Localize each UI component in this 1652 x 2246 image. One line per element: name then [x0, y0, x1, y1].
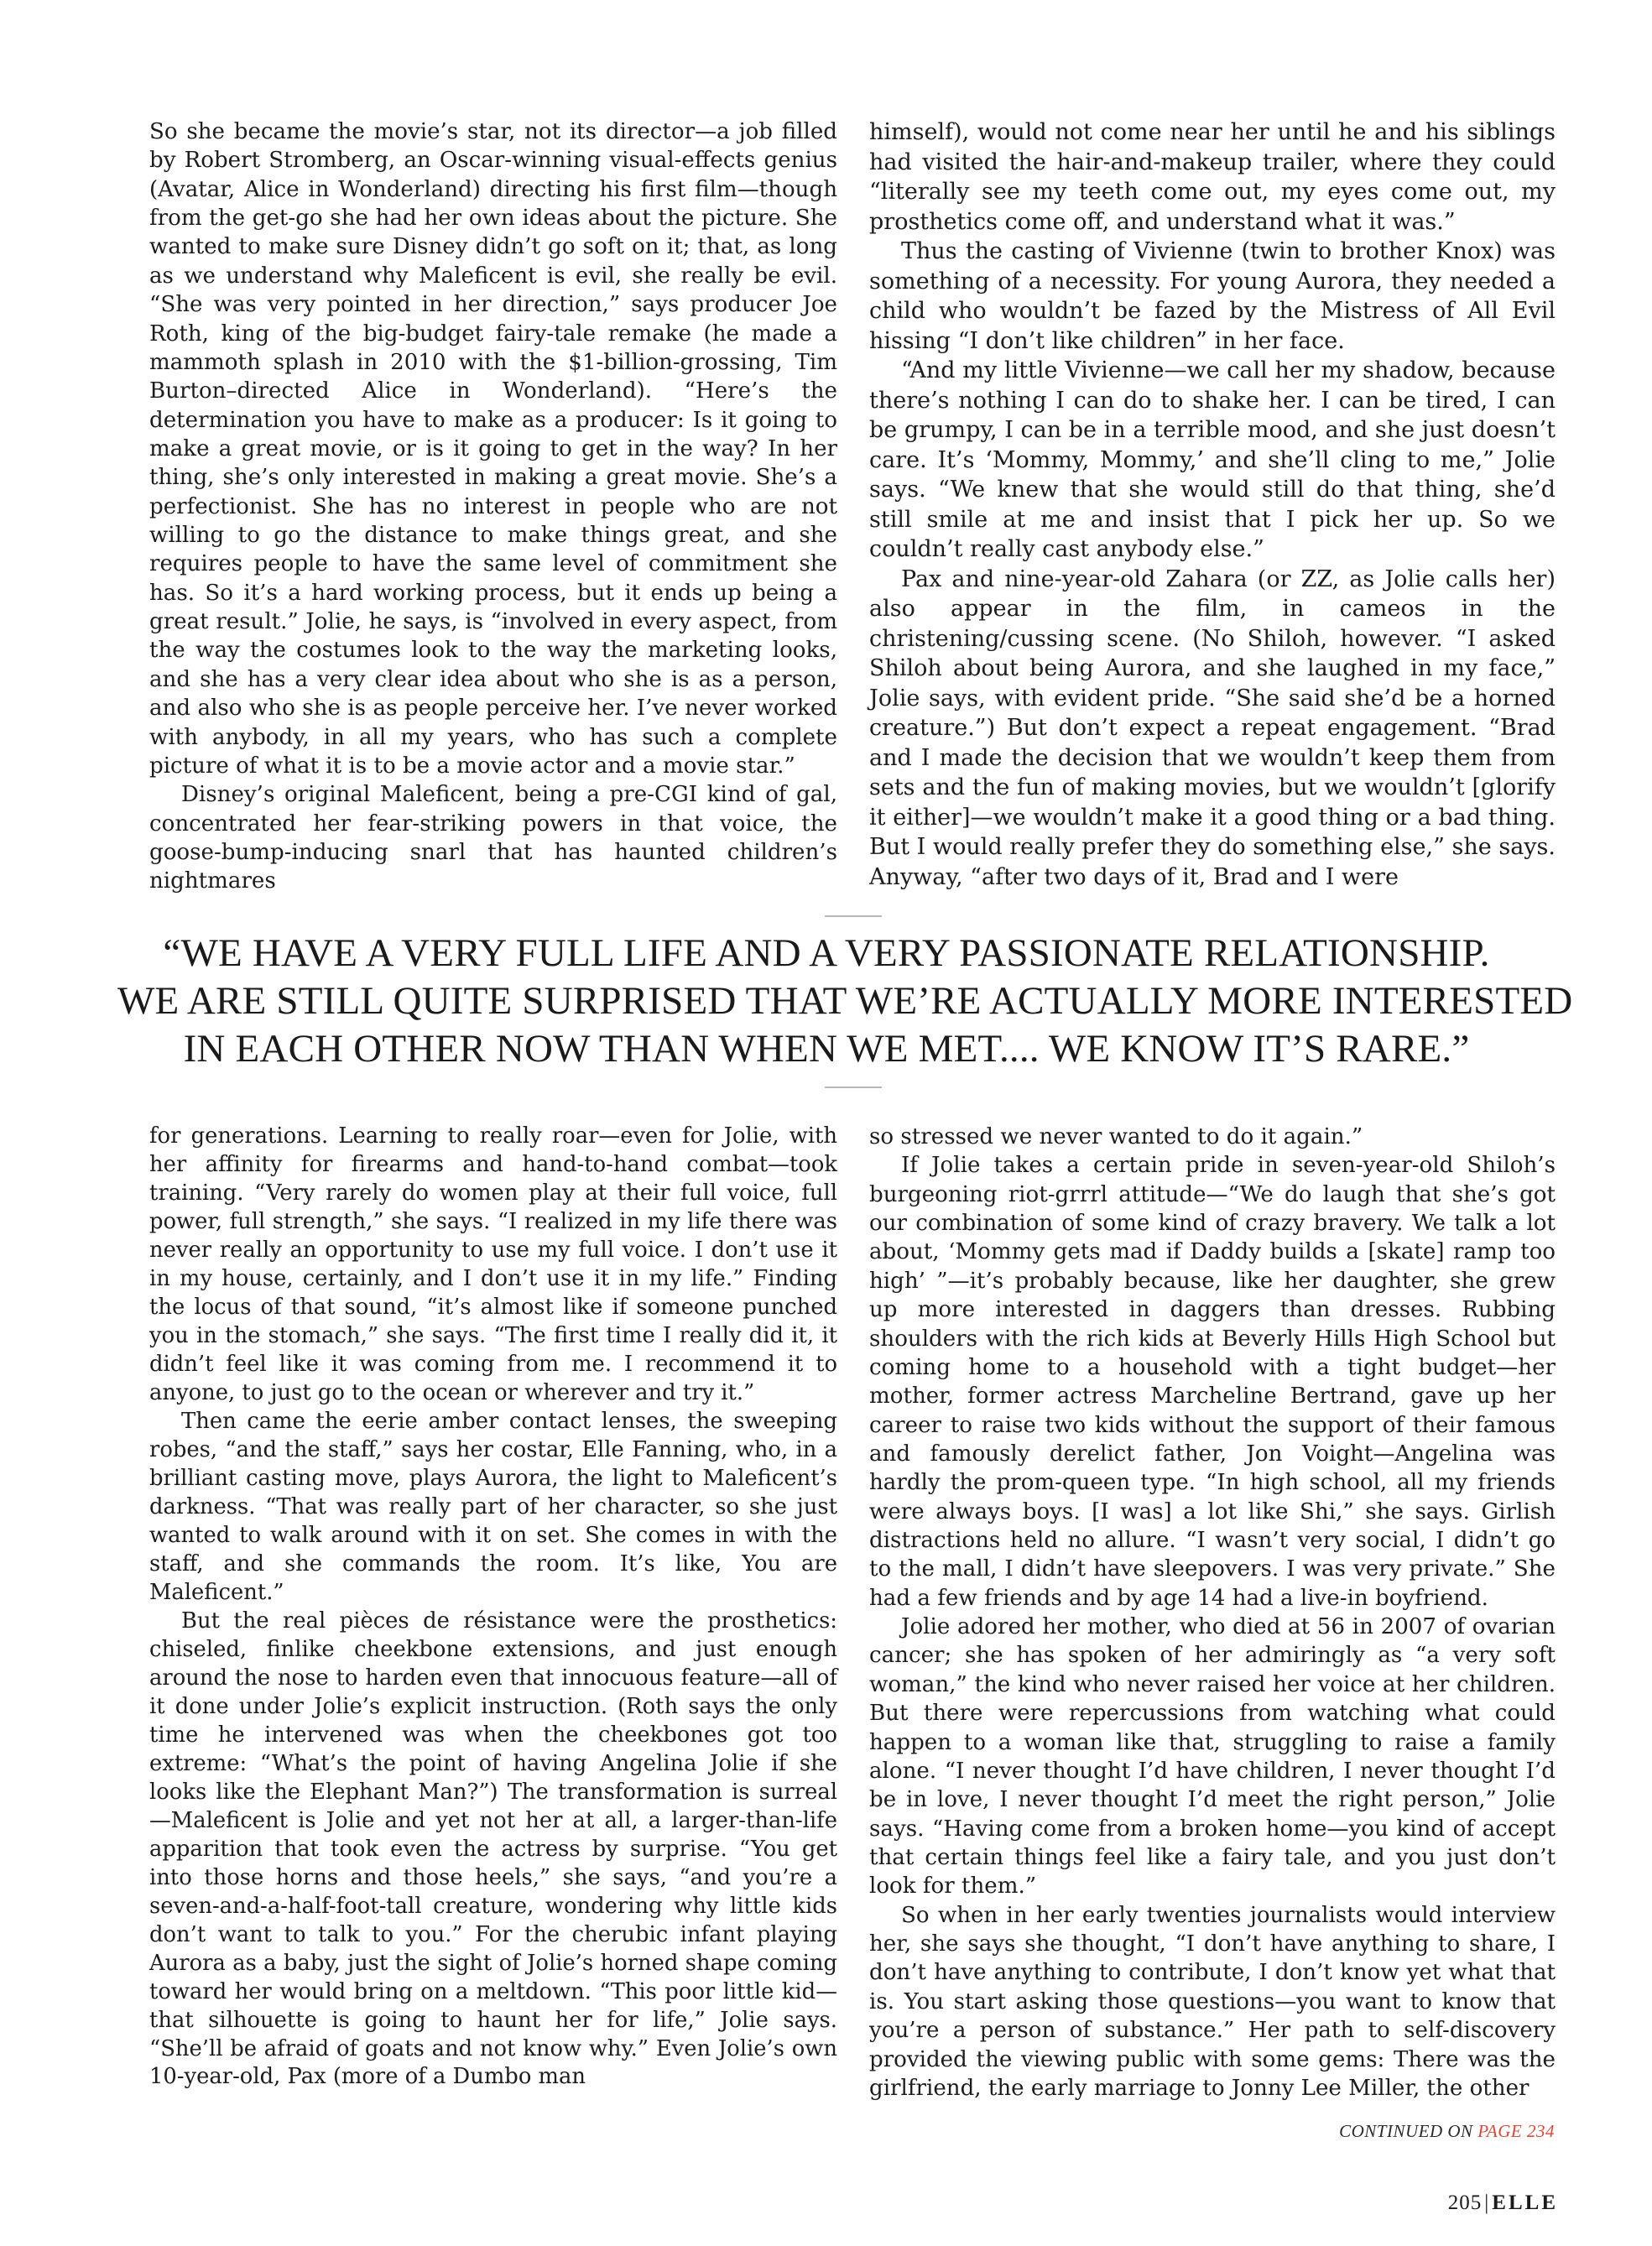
article-column-top-right: [869, 117, 1556, 906]
pull-quote-line: IN EACH OTHER NOW THAN WHEN WE MET.... WE KNOW IT’S RARE.”: [183, 1027, 1470, 1071]
pullquote-rule-bottom: [825, 1087, 882, 1088]
page-folio: [1448, 2191, 1558, 2215]
magazine-brand: ELLE: [1492, 2191, 1558, 2214]
pull-quote-line: WE ARE STILL QUITE SURPRISED THAT WE’RE ACTUALLY MORE INTERESTED: [117, 979, 1573, 1023]
pull-quote-line: “WE HAVE A VERY FULL LIFE AND A VERY PASSIONATE RELATIONSHIP.: [163, 931, 1490, 975]
pullquote-rule-top: [825, 915, 882, 917]
paragraph: Then came the eerie amber contact lenses, the sweeping robes, “and the staff,” says her costar, Elle Fanning, who, in a brilliant casting move, plays Aurora, the light to Maleficent’s darkness. “That was really part of her character, so she just wanted to walk around with it on set. She comes in with the staff, and she commands the room. It’s like, You are Maleficent.”: [149, 1408, 837, 1605]
continued-label: CONTINUED ON: [1339, 2121, 1473, 2141]
folio-separator: |: [1484, 2191, 1490, 2214]
paragraph: Thus the casting of Vivienne (twin to brother Knox) was something of a necessity. For young Aurora, they needed a child who wouldn’t be fazed by the Mistress of All Evil hissing “I don’t like children” in her face.: [869, 238, 1556, 354]
article-column-top-left: [149, 117, 837, 906]
paragraph: “And my little Vivienne—we call her my shadow, because there’s nothing I can do to shake her. I can be tired, I can be grumpy, I can be in a terrible mood, and she just doesn’t care. It’s ‘Mommy, Mommy,’ and she’ll cling to me,” Jolie says. “We knew that she would still do that thing, she’d still smile at me and insist that I pick her up. So we couldn’t really cast anybody else.”: [869, 357, 1556, 562]
article-column-bottom-right: [869, 1123, 1556, 2121]
paragraph: so stressed we never wanted to do it again.”: [869, 1124, 1363, 1149]
continued-page: PAGE 234: [1477, 2121, 1555, 2141]
continued-on-link[interactable]: [1339, 2121, 1555, 2142]
page-number: 205: [1447, 2191, 1483, 2214]
article-column-bottom-left: [149, 1123, 837, 2121]
paragraph: himself), would not come near her until he and his siblings had visited the hair-and-makeup trailer, where they could “literally see my teeth come out, my eyes come out, my prosthetics come off, and understand what it was.”: [869, 119, 1556, 235]
pull-quote: [117, 930, 1573, 1073]
paragraph: So when in her early twenties journalists would interview her, she says she thought, “I don’t have anything to share, I don’t have anything to contribute, I don’t know yet what that is. You start asking those questions—you want to know that you’re a person of substance.” Her path to self-discovery provided the viewing public with some gems: There was the girlfriend, the early marriage to Jonny Lee Miller, the other: [869, 1902, 1556, 2101]
paragraph: But the real pièces de résistance were the prosthetics: chiseled, finlike cheekbone extensions, and just enough around the nose to harden even that innocuous feature—all of it done under Jolie’s explicit instruction. (Roth says the only time he intervened was when the cheekbones got too extreme: “What’s the point of having Angelina Jolie if she looks like the Elephant Man?”) The transformation is surreal—Maleficent is Jolie and yet not her at all, a larger-than-life apparition that took even the actress by surprise. “You get into those horns and those heels,” she says, “and you’re a seven-and-a-half-foot-tall creature, wondering why little kids don’t want to talk to you.” For the cherubic infant playing Aurora as a baby, just the sight of Jolie’s horned shape coming toward her would bring on a meltdown. “This poor little kid—that silhouette is going to haunt her for life,” Jolie says. “She’ll be afraid of goats and not know why.” Even Jolie’s own 10-year-old, Pax (more of a Dumbo man: [149, 1608, 837, 2090]
paragraph: Jolie adored her mother, who died at 56 in 2007 of ovarian cancer; she has spoken of her admiringly as “a very soft woman,” the kind who never raised her voice at her children. But there were repercussions from watching what could happen to a woman like that, struggling to raise a family alone. “I never thought I’d have children, I never thought I’d be in love, I never thought I’d meet the right person,” Jolie says. “Having come from a broken home—you kind of accept that certain things feel like a fairy tale, and you just don’t look for them.”: [869, 1614, 1556, 1899]
paragraph: Pax and nine-year-old Zahara (or ZZ, as Jolie calls her) also appear in the film, in cameos in the christening/cussing scene. (No Shiloh, however. “I asked Shiloh about being Aurora, and she laughed in my face,” Jolie says, with evident pride. “She said she’d be a horned creature.”) But don’t expect a repeat engagement. “Brad and I made the decision that we wouldn’t keep them from sets and the fun of making movies, but we wouldn’t [glorify it either]—we wouldn’t make it a good thing or a bad thing. But I would really prefer they do something else,” she says. Anyway, “after two days of it, Brad and I were: [869, 565, 1556, 890]
paragraph: So she became the movie’s star, not its director—a job filled by Robert Stromberg, an Oscar-winning visual-effects genius (Avatar, Alice in Wonderland) directing his first film—though from the get-go she had her own ideas about the picture. She wanted to make sure Disney didn’t go soft on it; that, as long as we understand why Maleficent is evil, she really be evil. “She was very pointed in her direction,” says producer Joe Roth, king of the big-budget fairy-tale remake (he made a mammoth splash in 2010 with the $1-billion-grossing, Tim Burton–directed Alice in Wonderland). “Here’s the determination you have to make as a producer: Is it going to make a great movie, or is it going to get in the way? In her thing, she’s only interested in making a great movie. She’s a perfectionist. She has no interest in people who are not willing to go the distance to make things great, and she requires people to have the same level of commitment she has. So it’s a hard working process, but it ends up being a great result.” Jolie, he says, is “involved in every aspect, from the way the costumes look to the way the marketing looks, and she has a very clear idea about who she is as a person, and also who she is as people perceive her. I’ve never worked with anybody, in all my years, who has such a complete picture of what it is to be a movie actor and a movie star.”: [149, 119, 837, 779]
paragraph: Disney’s original Maleficent, being a pre-CGI kind of gal, concentrated her fear-striking powers in that voice, the goose-bump-inducing snarl that has haunted children’s nightmares: [149, 782, 837, 894]
paragraph: If Jolie takes a certain pride in seven-year-old Shiloh’s burgeoning riot-grrrl attitude—“We do laugh that she’s got our combination of some kind of crazy bravery. We talk a lot about, ‘Mommy gets mad if Daddy builds a [skate] ramp too high’ ”—it’s probably because, like her daughter, she grew up more interested in daggers than dresses. Rubbing shoulders with the rich kids at Beverly Hills High School but coming home to a household with a tight budget—her mother, former actress Marcheline Bertrand, gave up her career to raise two kids without the support of their famous and famously derelict father, Jon Voight—Angelina was hardly the prom-queen type. “In high school, all my friends were always boys. [I was] a lot like Shi,” she says. Girlish distractions held no allure. “I wasn’t very social, I didn’t go to the mall, I didn’t have sleepovers. I was very private.” She had a few friends and by age 14 had a live-in boyfriend.: [869, 1153, 1556, 1611]
paragraph: for generations. Learning to really roar—even for Jolie, with her affinity for firearms and hand-to-hand combat—took training. “Very rarely do women play at their full voice, full power, full strength,” she says. “I realized in my life there was never really an opportunity to use my full voice. I don’t use it in my house, certainly, and I don’t use it in my life.” Finding the locus of that sound, “it’s almost like if someone punched you in the stomach,” she says. “The first time I really did it, it didn’t feel like it was coming from me. I recommend it to anyone, to just go to the ocean or wherever and try it.”: [149, 1123, 837, 1405]
